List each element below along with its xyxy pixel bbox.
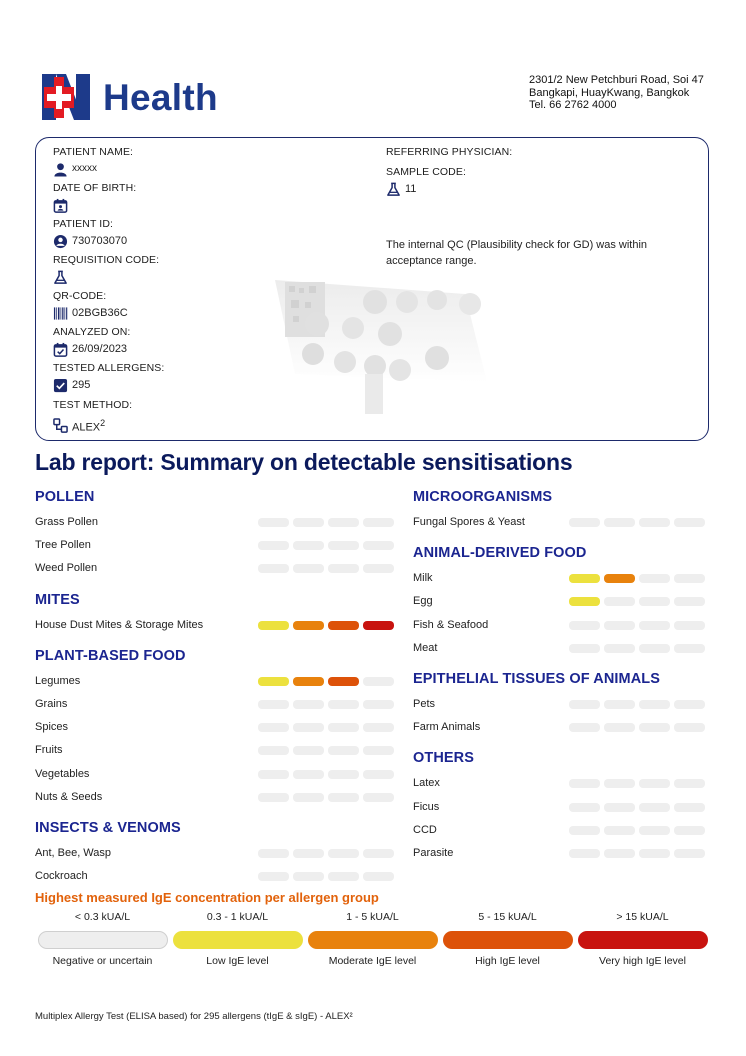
legend-swatch-high (443, 931, 573, 949)
range-label: < 0.3 kUA/L (74, 911, 131, 923)
ige-level-segment (328, 541, 359, 550)
ige-level-segment (293, 746, 324, 755)
analyzed-on-value: 26/09/2023 (72, 343, 128, 355)
allergen-name: Pets (413, 698, 436, 710)
ige-level-bar (258, 541, 394, 550)
allergen-name: Milk (413, 572, 433, 585)
barcode-icon (53, 306, 68, 321)
ige-level-bar (569, 803, 705, 812)
range-label: 1 - 5 kUA/L (346, 911, 399, 923)
ige-level-bar (569, 700, 705, 709)
ige-level-bar (258, 746, 394, 755)
ige-level-segment (258, 518, 289, 527)
ige-level-segment (328, 849, 359, 858)
allergen-name: Parasite (413, 847, 454, 859)
ige-level-segment (639, 518, 670, 527)
ige-level-segment (293, 518, 324, 527)
brand-name: Health (103, 77, 218, 118)
clinic-address: 2301/2 New Petchburi Road, Soi 47 Bangkapi, HuayKwang, Bangkok Tel. 66 2762 4000 (529, 74, 704, 111)
ige-level-segment (674, 779, 705, 788)
ige-level-segment (569, 723, 600, 732)
calendar-person-icon (53, 198, 68, 213)
range-label: > 15 kUA/L (616, 911, 669, 923)
ige-level-segment (363, 564, 394, 573)
ige-level-segment (363, 723, 394, 732)
n-health-logo-icon (42, 74, 90, 120)
allergen-group-title: MICROORGANISMS (413, 489, 553, 505)
ige-level-bar (569, 644, 705, 653)
legend-swatch-low (173, 931, 303, 949)
sample-code-label: SAMPLE CODE: (386, 166, 466, 178)
flask-icon (53, 270, 68, 285)
ige-level-segment (569, 803, 600, 812)
range-label: 0.3 - 1 kUA/L (206, 911, 269, 923)
checkbox-checked-icon (53, 378, 68, 393)
ige-level-segment (569, 700, 600, 709)
allergen-name: Fish & Seafood (413, 618, 489, 631)
allergen-group-title: OTHERS (413, 750, 475, 767)
ige-level-bar (569, 574, 705, 583)
ige-level-segment (363, 746, 394, 755)
ige-level-segment (258, 770, 289, 779)
ige-level-segment (363, 793, 394, 802)
ige-level-segment (639, 644, 670, 653)
ige-level-segment (639, 574, 670, 583)
ige-level-bar (258, 621, 394, 630)
ige-level-segment (328, 793, 359, 802)
ige-level-segment (604, 644, 635, 653)
ige-level-bar (569, 779, 705, 788)
allergen-name: Ficus (413, 800, 440, 813)
ige-level-segment (328, 770, 359, 779)
ige-level-segment (604, 700, 635, 709)
allergen-name: CCD (413, 823, 437, 836)
ige-level-segment (293, 541, 324, 550)
ige-level-bar (258, 872, 394, 881)
ige-level-segment (363, 541, 394, 550)
ige-level-segment (604, 597, 635, 606)
ige-level-segment (363, 700, 394, 709)
ige-level-segment (674, 644, 705, 653)
ige-level-segment (258, 564, 289, 573)
allergen-name: Grass Pollen (35, 516, 98, 528)
ige-level-bar (258, 518, 394, 527)
ige-level-segment (258, 700, 289, 709)
allergen-name: Spices (35, 721, 69, 734)
allergen-group-title: PLANT-BASED FOOD (35, 647, 186, 664)
ige-level-segment (293, 849, 324, 858)
ige-level-segment (569, 779, 600, 788)
allergen-name: Nuts & Seeds (35, 790, 103, 803)
sample-code-value: 11 (405, 183, 417, 195)
allergen-group-title: INSECTS & VENOMS (35, 820, 181, 836)
ige-level-bar (258, 564, 394, 573)
allergen-name: Ant, Bee, Wasp (35, 847, 112, 859)
allergen-group-title: MITES (35, 591, 80, 608)
ige-level-segment (674, 597, 705, 606)
ige-level-segment (674, 723, 705, 732)
ige-level-bar (258, 677, 394, 686)
ige-level-segment (293, 621, 324, 630)
account-circle-icon (53, 234, 68, 249)
tested-allergens-label: TESTED ALLERGENS: (53, 362, 165, 374)
ige-level-segment (569, 597, 600, 606)
report-title: Lab report: Summary on detectable sensitisations (35, 449, 573, 475)
ige-level-segment (639, 803, 670, 812)
ige-level-bar (258, 849, 394, 858)
ige-level-bar (569, 518, 705, 527)
footer-note: Multiplex Allergy Test (ELISA based) for 295 allergens (tIgE & sIgE) - ALEX² (35, 1011, 353, 1022)
allergen-name: Legumes (35, 674, 81, 687)
ige-level-segment (293, 564, 324, 573)
qr-code-label: QR-CODE: (53, 290, 107, 302)
ige-level-segment (604, 849, 635, 858)
ige-level-segment (258, 621, 289, 630)
ige-level-segment (258, 849, 289, 858)
ige-level-segment (258, 872, 289, 881)
ige-level-bar (258, 770, 394, 779)
ige-level-segment (569, 849, 600, 858)
ige-level-segment (639, 826, 670, 835)
ige-level-segment (363, 872, 394, 881)
ige-level-segment (674, 574, 705, 583)
allergen-name: Fruits (35, 744, 63, 757)
ige-level-segment (674, 803, 705, 812)
ige-level-segment (569, 518, 600, 527)
allergen-name: Tree Pollen (35, 539, 91, 552)
qr-code-value: 02BGB36C (72, 307, 128, 319)
allergen-group-title: POLLEN (35, 489, 95, 505)
ige-level-segment (604, 621, 635, 630)
test-method-value: ALEX$^2$ (72, 418, 106, 434)
patient-name-value: xxxxx (72, 163, 97, 174)
ige-level-segment (293, 793, 324, 802)
ige-level-bar (258, 723, 394, 732)
legend-swatch-negative (38, 931, 168, 949)
ige-level-segment (604, 518, 635, 527)
ige-level-segment (293, 700, 324, 709)
workflow-icon (53, 418, 68, 433)
ige-level-segment (258, 677, 289, 686)
patient-name-label: PATIENT NAME: (53, 146, 134, 158)
ige-level-segment (639, 849, 670, 858)
ige-level-segment (363, 849, 394, 858)
ige-level-segment (258, 746, 289, 755)
ige-level-bar (569, 826, 705, 835)
ige-level-segment (363, 518, 394, 527)
ige-level-segment (604, 779, 635, 788)
requisition-code-label: REQUISITION CODE: (53, 254, 160, 266)
allergen-name: Egg (413, 595, 433, 608)
ige-level-segment (363, 770, 394, 779)
legend-swatch-moderate (308, 931, 438, 949)
test-method-label: TEST METHOD: (53, 399, 133, 411)
ige-level-segment (674, 849, 705, 858)
ige-level-segment (604, 574, 635, 583)
ige-level-segment (328, 700, 359, 709)
ige-level-segment (639, 700, 670, 709)
ige-level-bar (569, 621, 705, 630)
ige-level-segment (569, 574, 600, 583)
ige-level-segment (328, 564, 359, 573)
level-label: High IgE level (475, 955, 540, 967)
ige-level-segment (639, 621, 670, 630)
ige-level-segment (569, 621, 600, 630)
alex-cartridge-illustration (265, 262, 505, 422)
allergen-name: Vegetables (35, 767, 90, 780)
ige-level-segment (293, 770, 324, 779)
ige-level-segment (328, 746, 359, 755)
level-label: Very high IgE level (599, 955, 686, 967)
ige-level-segment (363, 621, 394, 630)
tested-allergens-value: 295 (72, 379, 91, 391)
ige-level-segment (258, 793, 289, 802)
ige-level-segment (569, 644, 600, 653)
ige-level-bar (569, 849, 705, 858)
allergen-name: Meat (413, 641, 438, 654)
ige-level-segment (293, 723, 324, 732)
allergen-name: Cockroach (35, 870, 88, 883)
ige-level-segment (328, 723, 359, 732)
person-icon (53, 162, 68, 177)
legend-title: Highest measured IgE concentration per allergen group (35, 890, 379, 905)
ige-level-segment (293, 872, 324, 881)
flask-icon (386, 182, 401, 197)
ige-level-segment (674, 518, 705, 527)
ige-level-segment (328, 872, 359, 881)
patient-id-label: PATIENT ID: (53, 218, 114, 230)
legend-swatch-very-high (578, 931, 708, 949)
ige-level-segment (674, 621, 705, 630)
level-label: Moderate IgE level (328, 955, 417, 967)
referring-physician-label: REFERRING PHYSICIAN: (386, 146, 513, 158)
range-label: 5 - 15 kUA/L (478, 911, 537, 923)
ige-level-segment (328, 621, 359, 630)
analyzed-on-label: ANALYZED ON: (53, 326, 131, 338)
ige-level-segment (328, 518, 359, 527)
allergen-name: Farm Animals (413, 721, 481, 734)
ige-level-bar (569, 723, 705, 732)
ige-level-segment (674, 700, 705, 709)
calendar-check-icon (53, 342, 68, 357)
allergen-group-title: EPITHELIAL TISSUES OF ANIMALS (413, 671, 660, 687)
allergen-group-title: ANIMAL-DERIVED FOOD (413, 545, 587, 562)
ige-level-segment (293, 677, 324, 686)
date-of-birth-label: DATE OF BIRTH: (53, 182, 137, 194)
allergen-name: Grains (35, 698, 68, 710)
qc-note: The internal QC (Plausibility check for GD) was within acceptance range. (386, 239, 648, 267)
patient-id-value: 730703070 (72, 235, 128, 247)
ige-level-segment (569, 826, 600, 835)
ige-level-segment (363, 677, 394, 686)
ige-level-segment (258, 723, 289, 732)
allergen-name: Fungal Spores & Yeast (413, 516, 525, 528)
level-label: Negative or uncertain (52, 955, 153, 967)
ige-level-segment (639, 779, 670, 788)
allergen-name: House Dust Mites & Storage Mites (35, 618, 204, 631)
allergen-name: Latex (413, 777, 440, 790)
ige-level-segment (604, 723, 635, 732)
ige-level-segment (328, 677, 359, 686)
ige-level-bar (258, 793, 394, 802)
ige-level-segment (639, 723, 670, 732)
ige-level-segment (639, 597, 670, 606)
ige-level-segment (604, 826, 635, 835)
level-label: Low IgE level (206, 955, 269, 967)
allergen-name: Weed Pollen (35, 562, 98, 575)
ige-level-bar (258, 700, 394, 709)
ige-level-bar (569, 597, 705, 606)
ige-level-segment (258, 541, 289, 550)
ige-level-segment (674, 826, 705, 835)
ige-level-segment (604, 803, 635, 812)
